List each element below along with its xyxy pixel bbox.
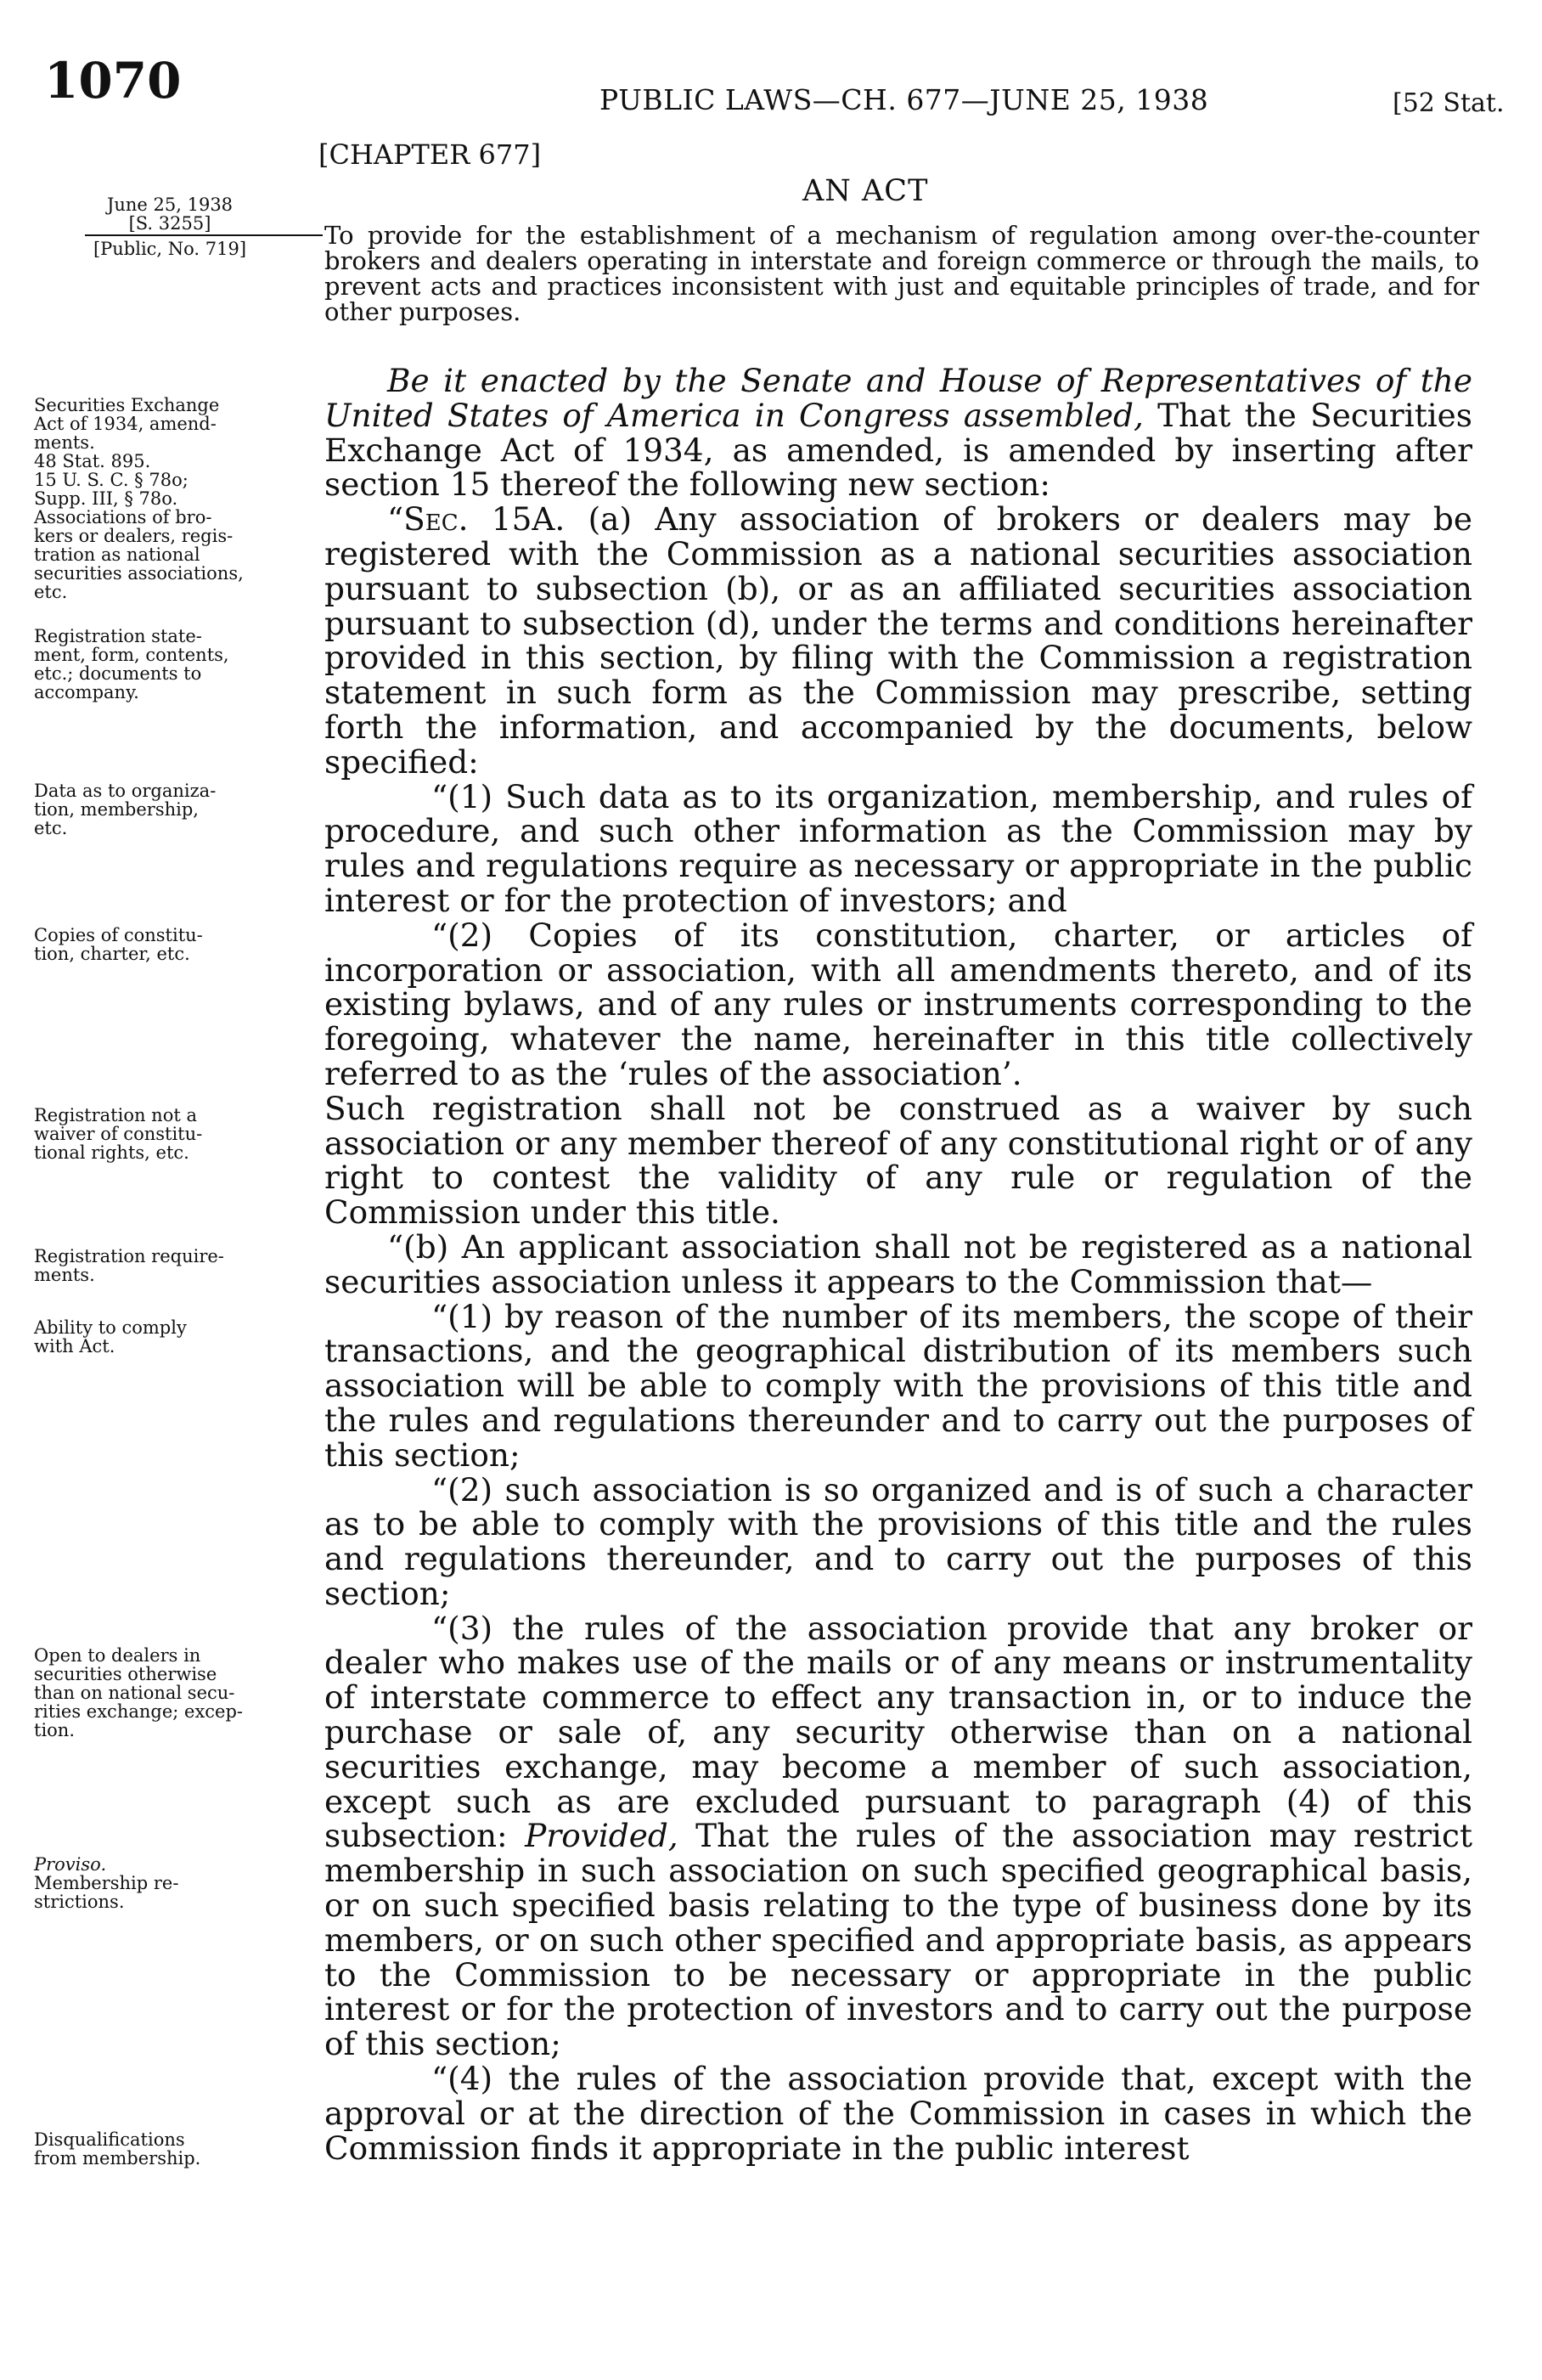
page-header (0, 0, 1542, 119)
margin-note-data-organization: Data as to organiza- tion, membership, etc. (34, 781, 217, 838)
enacting-formula: Be it enacted by the Senate and House of Representatives of the United States of America in Congress assembled, (324, 362, 1472, 434)
margin-divider (85, 234, 323, 236)
section-15a-a: “Sec. 15A. (a) Any association of brokers or dealers may be registered with the Commission as a national securities association pursuant to subsection (b), or as an affiliated securities association pursuant to subsection (d), under the terms and conditions hereinafter provided in this section, by filing with the Commission a registration statement in such form as the Commission may prescribe, setting forth the information, and accompanied by the documents, below specified: (324, 500, 1472, 781)
section-label: Sec. (403, 500, 469, 539)
margin-public-no-block (34, 240, 306, 258)
paragraph-b4: “(4) the rules of the association provide that, except with the approval or at the direction of the Commission in cases in which the Commission finds it appropriate in the public interest (324, 2060, 1472, 2167)
margin-date-block (34, 195, 306, 233)
act-title: AN ACT (802, 174, 929, 208)
paragraph-b3: “(3) the rules of the association provide that any broker or dealer who makes use of the mails or of any means or instrumentality of interstate commerce to effect any transaction in, or to induce the purchase or sale of, any security otherwise than on a national securities exchange, may become a member of such association, except such as are excluded pursuant to paragraph (4) of this subsection: Provided, That the rules of the association may restrict membership in such association on such specified geographical basis, or on such specified basis relating to the type of business done by its members, or on such other specified and appropriate basis, as appears to the Commission to be necessary or appropriate in the public interest or for the protection of investors and to carry out the purpose of this section; (324, 1609, 1472, 2063)
margin-bill: [S. 3255] (128, 213, 211, 234)
margin-note-not-waiver: Registration not a waiver of constitu- tional rights, etc. (34, 1105, 203, 1163)
margin-note-proviso: Proviso. Membership re- strictions. (34, 1855, 306, 1911)
proviso-label: Proviso. (34, 1854, 107, 1875)
act-purpose: To provide for the establishment of a mechanism of regulation among over-the-counter brokers and dealers operating in interstate and foreign commerce or through the mails, to prevent acts and practices inconsistent with just and equitable principles of trade, and for other purposes. (324, 221, 1479, 326)
act-body (324, 364, 1472, 2165)
margin-note-disqualifications: Disqualifications from membership. (34, 2129, 201, 2169)
margin-note-ability: Ability to comply with Act. (34, 1317, 187, 1356)
margin-note-securities-exchange-act: Securities Exchange Act of 1934, amend- ments. 48 Stat. 895. 15 U. S. C. § 78o; Supp. III, § 78o. (34, 395, 220, 509)
margin-note-registration-statement: Registration state- ment, form, contents, etc.; documents to accompany. (34, 626, 229, 702)
margin-note-requirements: Registration require- ments. (34, 1246, 224, 1285)
paragraph-a1: “(1) Such data as to its organization, membership, and rules of procedure, and such other information as the Commission may by rules and regulations require as necessary or appropriate in the public interest or for the protection of investors; and (324, 777, 1472, 919)
margin-note-open-to-dealers: Open to dealers in securities otherwise than on national secu- rities exchange; excep- tion. (34, 1645, 244, 1740)
page-number: 1070 (44, 52, 182, 110)
subsection-b-intro: “(b) An applicant association shall not be registered as a national securities association unless it appears to the Commission that— (324, 1227, 1472, 1300)
chapter-heading: [CHAPTER 677] (318, 138, 542, 171)
margin-note-associations: Associations of bro- kers or dealers, regis- tration as national securities associations, etc. (34, 507, 244, 602)
waiver-paragraph: Such registration shall not be construed as a waiver by such association or any member thereof of any constitutional right or of any right to contest the validity of any rule or regulation of the Commission under this title. (324, 1089, 1472, 1232)
margin-public-no: [Public, No. 719] (93, 239, 247, 259)
margin-date: June 25, 1938 (106, 195, 234, 215)
paragraph-a2: “(2) Copies of its constitution, charter, or articles of incorporation or association, with all amendments thereto, and of its existing bylaws, and of any rules or instruments corresponding to the foregoing, whatever the name, hereinafter in this title collectively referred to as the ‘rules of the association’. (324, 916, 1472, 1092)
running-head: PUBLIC LAWS—CH. 677—JUNE 25, 1938 (599, 83, 1209, 116)
statute-reference: [52 Stat. (1393, 88, 1505, 118)
margin-note-copies: Copies of constitu- tion, charter, etc. (34, 925, 203, 964)
paragraph-b2: “(2) such association is so organized and is of such a character as to be able to comply with the provisions of this title and the rules and regulations thereunder, and to carry out the purposes of this section; (324, 1470, 1472, 1612)
enacting-clause: Be it enacted by the Senate and House of Representatives of the United States of America in Congress assembled, That the Securities Exchange Act of 1934, as amended, is amended by inserting after section 15 thereof the following new section: (324, 362, 1472, 504)
provided-label: Provided, (525, 1817, 678, 1855)
paragraph-b1: “(1) by reason of the number of its members, the scope of their transactions, and the geographical distribution of its members such association will be able to comply with the provisions of this title and the rules and regulations thereunder and to carry out the purposes of this section; (324, 1297, 1472, 1474)
